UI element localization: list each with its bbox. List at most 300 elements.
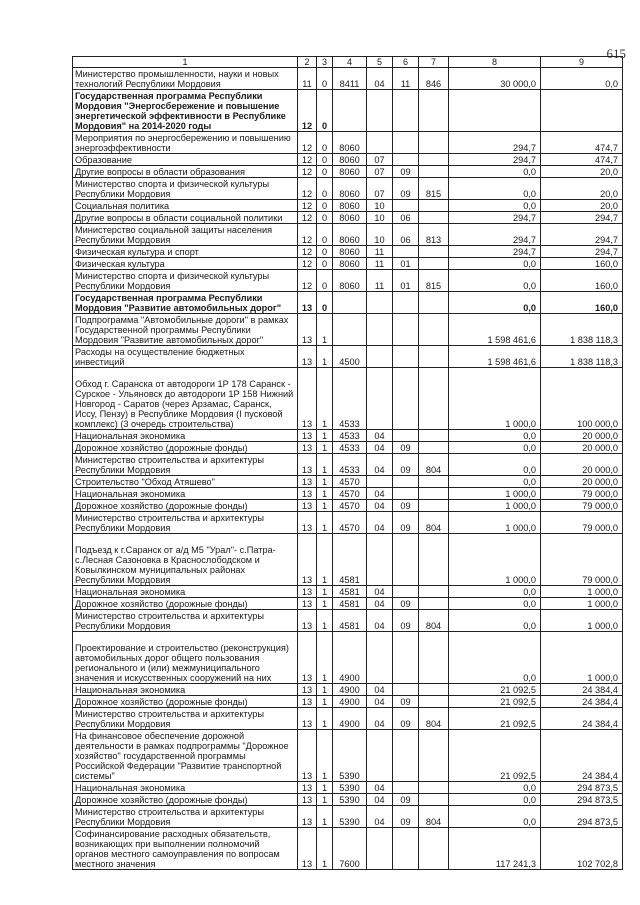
code-cell <box>367 132 393 154</box>
code-cell: 04 <box>367 610 393 632</box>
code-cell: 0 <box>317 246 333 258</box>
code-cell: 8060 <box>333 212 367 224</box>
code-cell: 07 <box>367 154 393 166</box>
amount-cell: 100 000,0 <box>541 368 623 430</box>
code-cell <box>367 368 393 430</box>
table-row <box>73 684 623 696</box>
amount-cell: 20,0 <box>541 178 623 200</box>
code-cell <box>393 90 419 132</box>
amount-cell: 1 000,0 <box>449 488 541 500</box>
code-cell: 13 <box>298 794 317 806</box>
item-name-cell: Министерство строительства и архитектуры Республики Мордовия <box>73 610 298 632</box>
amount-cell: 1 000,0 <box>541 598 623 610</box>
item-name-cell: Министерство строительства и архитектуры Республики Мордовия <box>73 806 298 828</box>
code-cell: 04 <box>367 696 393 708</box>
page-number: 615 <box>606 46 626 61</box>
table-row <box>73 598 623 610</box>
table-row <box>73 132 623 154</box>
amount-cell: 0,0 <box>449 454 541 476</box>
table-row <box>73 368 623 430</box>
code-cell: 13 <box>298 610 317 632</box>
amount-cell: 294,7 <box>541 224 623 246</box>
code-cell: 04 <box>367 500 393 512</box>
code-cell: 07 <box>367 166 393 178</box>
code-cell: 1 <box>317 632 333 684</box>
header-cell: 6 <box>393 57 419 68</box>
amount-cell: 20,0 <box>541 166 623 178</box>
code-cell <box>393 782 419 794</box>
code-cell: 12 <box>298 132 317 154</box>
code-cell: 13 <box>298 730 317 782</box>
code-cell <box>333 314 367 346</box>
code-cell: 12 <box>298 258 317 270</box>
code-cell: 13 <box>298 632 317 684</box>
code-cell: 1 <box>317 488 333 500</box>
code-cell: 4581 <box>333 586 367 598</box>
code-cell: 12 <box>298 246 317 258</box>
amount-cell: 0,0 <box>449 292 541 314</box>
code-cell: 5390 <box>333 782 367 794</box>
code-cell: 13 <box>298 292 317 314</box>
item-name-cell: Министерство промышленности, науки и новых технологий Республики Мордовия <box>73 68 298 90</box>
code-cell: 4570 <box>333 488 367 500</box>
amount-cell: 79 000,0 <box>541 534 623 586</box>
code-cell: 0 <box>317 258 333 270</box>
code-cell <box>419 598 449 610</box>
header-cell: 5 <box>367 57 393 68</box>
code-cell: 8060 <box>333 200 367 212</box>
code-cell <box>393 632 419 684</box>
code-cell <box>393 314 419 346</box>
code-cell <box>419 292 449 314</box>
amount-cell: 24 384,4 <box>541 696 623 708</box>
code-cell: 09 <box>393 166 419 178</box>
table-row <box>73 200 623 212</box>
header-cell: 3 <box>317 57 333 68</box>
code-cell: 4900 <box>333 684 367 696</box>
code-cell <box>419 500 449 512</box>
item-name-cell: Строительство "Обход Атяшево" <box>73 476 298 488</box>
code-cell: 1 <box>317 476 333 488</box>
code-cell <box>419 442 449 454</box>
code-cell: 1 <box>317 454 333 476</box>
item-name-cell: Подпрограмма "Автомобильные дороги" в рамках Государственной программы Республики Мордовия "Развитие автомобильных дорог" <box>73 314 298 346</box>
amount-cell: 294 873,5 <box>541 782 623 794</box>
code-cell: 1 <box>317 534 333 586</box>
code-cell: 4581 <box>333 598 367 610</box>
code-cell <box>333 292 367 314</box>
code-cell: 1 <box>317 782 333 794</box>
amount-cell: 0,0 <box>449 178 541 200</box>
amount-cell: 1 838 118,3 <box>541 346 623 368</box>
item-name-cell: Министерство строительства и архитектуры Республики Мордовия <box>73 454 298 476</box>
table-row <box>73 708 623 730</box>
code-cell: 13 <box>298 476 317 488</box>
code-cell <box>393 368 419 430</box>
code-cell: 13 <box>298 708 317 730</box>
amount-cell: 24 384,4 <box>541 730 623 782</box>
table-row <box>73 258 623 270</box>
table-row <box>73 730 623 782</box>
code-cell <box>393 430 419 442</box>
code-cell: 0 <box>317 200 333 212</box>
amount-cell: 0,0 <box>449 586 541 598</box>
code-cell <box>393 476 419 488</box>
code-cell: 10 <box>367 200 393 212</box>
amount-cell <box>449 90 541 132</box>
code-cell: 4500 <box>333 346 367 368</box>
code-cell: 0 <box>317 212 333 224</box>
code-cell <box>393 684 419 696</box>
code-cell: 01 <box>393 270 419 292</box>
item-name-cell: Обход г. Саранска от автодороги 1Р 178 Саранск - Сурское - Ульяновск до автодороги 1Р 158 Нижний Новгород - Саратов (через Арзамас, Саранск, Иссу, Пензу) в Республике Мордовия (I пусковой комплекс) (3 очередь строительства) <box>73 368 298 430</box>
code-cell: 11 <box>367 270 393 292</box>
code-cell: 0 <box>317 292 333 314</box>
item-name-cell: Министерство социальной защиты населения Республики Мордовия <box>73 224 298 246</box>
code-cell: 8060 <box>333 166 367 178</box>
item-name-cell: Национальная экономика <box>73 586 298 598</box>
code-cell: 04 <box>367 794 393 806</box>
amount-cell: 30 000,0 <box>449 68 541 90</box>
table-row <box>73 476 623 488</box>
header-cell: 7 <box>419 57 449 68</box>
code-cell <box>393 586 419 598</box>
code-cell: 804 <box>419 708 449 730</box>
code-cell <box>393 488 419 500</box>
amount-cell: 21 092,5 <box>449 730 541 782</box>
code-cell <box>419 346 449 368</box>
code-cell: 11 <box>367 258 393 270</box>
code-cell: 4533 <box>333 430 367 442</box>
code-cell: 12 <box>298 166 317 178</box>
code-cell <box>419 246 449 258</box>
code-cell <box>419 368 449 430</box>
table-row <box>73 430 623 442</box>
code-cell: 4581 <box>333 610 367 632</box>
item-name-cell: Образование <box>73 154 298 166</box>
code-cell: 1 <box>317 586 333 598</box>
code-cell: 04 <box>367 598 393 610</box>
code-cell: 4533 <box>333 368 367 430</box>
code-cell <box>367 534 393 586</box>
code-cell: 06 <box>393 212 419 224</box>
code-cell: 13 <box>298 806 317 828</box>
code-cell: 13 <box>298 488 317 500</box>
code-cell: 8060 <box>333 258 367 270</box>
code-cell <box>419 488 449 500</box>
code-cell: 12 <box>298 224 317 246</box>
code-cell <box>419 166 449 178</box>
amount-cell: 20 000,0 <box>541 454 623 476</box>
code-cell: 04 <box>367 684 393 696</box>
amount-cell: 0,0 <box>449 258 541 270</box>
code-cell: 8060 <box>333 270 367 292</box>
code-cell <box>419 828 449 870</box>
code-cell: 4900 <box>333 632 367 684</box>
amount-cell: 1 000,0 <box>449 368 541 430</box>
code-cell: 804 <box>419 610 449 632</box>
code-cell: 815 <box>419 178 449 200</box>
code-cell: 04 <box>367 708 393 730</box>
code-cell: 813 <box>419 224 449 246</box>
code-cell: 4900 <box>333 708 367 730</box>
amount-cell: 1 000,0 <box>449 512 541 534</box>
item-name-cell: Проектирование и строительство (реконструкция) автомобильных дорог общего пользования регионального и (или) межмуниципального значения и искусственных сооружений на них <box>73 632 298 684</box>
code-cell: 0 <box>317 68 333 90</box>
code-cell: 1 <box>317 684 333 696</box>
table-row <box>73 224 623 246</box>
amount-cell: 0,0 <box>449 442 541 454</box>
table-row <box>73 454 623 476</box>
amount-cell: 1 000,0 <box>449 534 541 586</box>
code-cell: 13 <box>298 586 317 598</box>
code-cell <box>367 828 393 870</box>
item-name-cell: Физическая культура и спорт <box>73 246 298 258</box>
budget-table <box>72 56 623 870</box>
code-cell: 09 <box>393 696 419 708</box>
table-row <box>73 178 623 200</box>
amount-cell: 79 000,0 <box>541 500 623 512</box>
item-name-cell: На финансовое обеспечение дорожной деятельности в рамках подпрограммы "Дорожное хозяйство" государственной программы Российской Федерации "Развитие транспортной системы" <box>73 730 298 782</box>
code-cell: 10 <box>367 224 393 246</box>
table-row <box>73 488 623 500</box>
code-cell: 13 <box>298 346 317 368</box>
table-body <box>73 68 623 870</box>
table-row <box>73 292 623 314</box>
amount-cell: 102 702,8 <box>541 828 623 870</box>
code-cell: 1 <box>317 828 333 870</box>
table-row <box>73 270 623 292</box>
code-cell: 4581 <box>333 534 367 586</box>
header-cell: 9 <box>541 57 623 68</box>
table-row <box>73 346 623 368</box>
item-name-cell: Национальная экономика <box>73 430 298 442</box>
code-cell: 12 <box>298 90 317 132</box>
table-row <box>73 500 623 512</box>
item-name-cell: Другие вопросы в области образования <box>73 166 298 178</box>
item-name-cell: Другие вопросы в области социальной политики <box>73 212 298 224</box>
code-cell: 04 <box>367 512 393 534</box>
code-cell: 12 <box>298 270 317 292</box>
code-cell: 04 <box>367 488 393 500</box>
code-cell <box>393 154 419 166</box>
code-cell: 8060 <box>333 132 367 154</box>
code-cell: 8060 <box>333 154 367 166</box>
amount-cell: 160,0 <box>541 292 623 314</box>
code-cell: 0 <box>317 166 333 178</box>
code-cell: 0 <box>317 90 333 132</box>
amount-cell <box>541 90 623 132</box>
code-cell <box>367 90 393 132</box>
amount-cell: 1 598 461,6 <box>449 314 541 346</box>
code-cell: 13 <box>298 828 317 870</box>
code-cell <box>393 246 419 258</box>
amount-cell: 117 241,3 <box>449 828 541 870</box>
code-cell: 1 <box>317 610 333 632</box>
code-cell: 01 <box>393 258 419 270</box>
amount-cell: 21 092,5 <box>449 684 541 696</box>
item-name-cell: Дорожное хозяйство (дорожные фонды) <box>73 598 298 610</box>
item-name-cell: Социальная политика <box>73 200 298 212</box>
code-cell: 1 <box>317 794 333 806</box>
code-cell: 0 <box>317 270 333 292</box>
item-name-cell: Министерство спорта и физической культуры Республики Мордовия <box>73 178 298 200</box>
code-cell: 1 <box>317 442 333 454</box>
amount-cell: 474,7 <box>541 154 623 166</box>
code-cell <box>419 430 449 442</box>
code-cell <box>419 586 449 598</box>
item-name-cell: Министерство строительства и архитектуры Республики Мордовия <box>73 512 298 534</box>
code-cell: 5390 <box>333 730 367 782</box>
code-cell: 11 <box>298 68 317 90</box>
code-cell <box>419 132 449 154</box>
code-cell: 09 <box>393 454 419 476</box>
code-cell: 04 <box>367 586 393 598</box>
code-cell: 09 <box>393 610 419 632</box>
code-cell: 09 <box>393 500 419 512</box>
code-cell: 07 <box>367 178 393 200</box>
item-name-cell: Национальная экономика <box>73 684 298 696</box>
amount-cell: 20 000,0 <box>541 430 623 442</box>
header-row <box>73 57 623 68</box>
amount-cell: 294 873,5 <box>541 806 623 828</box>
code-cell: 13 <box>298 512 317 534</box>
code-cell: 1 <box>317 696 333 708</box>
table-row <box>73 534 623 586</box>
code-cell <box>367 346 393 368</box>
header-cell: 2 <box>298 57 317 68</box>
table-row <box>73 610 623 632</box>
code-cell: 8411 <box>333 68 367 90</box>
amount-cell: 1 000,0 <box>541 632 623 684</box>
code-cell: 1 <box>317 708 333 730</box>
code-cell: 1 <box>317 512 333 534</box>
code-cell: 1 <box>317 314 333 346</box>
code-cell: 1 <box>317 500 333 512</box>
code-cell <box>419 684 449 696</box>
amount-cell: 20 000,0 <box>541 442 623 454</box>
amount-cell: 0,0 <box>449 794 541 806</box>
amount-cell: 294,7 <box>449 224 541 246</box>
code-cell <box>419 314 449 346</box>
code-cell: 1 <box>317 730 333 782</box>
code-cell: 13 <box>298 430 317 442</box>
code-cell: 13 <box>298 368 317 430</box>
table-row <box>73 828 623 870</box>
code-cell <box>393 200 419 212</box>
amount-cell: 1 000,0 <box>541 586 623 598</box>
item-name-cell: Дорожное хозяйство (дорожные фонды) <box>73 696 298 708</box>
code-cell: 13 <box>298 442 317 454</box>
code-cell: 09 <box>393 512 419 534</box>
code-cell: 06 <box>393 224 419 246</box>
amount-cell: 0,0 <box>449 430 541 442</box>
code-cell <box>367 476 393 488</box>
code-cell: 5390 <box>333 794 367 806</box>
table-row <box>73 586 623 598</box>
code-cell: 12 <box>298 212 317 224</box>
code-cell: 09 <box>393 794 419 806</box>
code-cell: 09 <box>393 442 419 454</box>
code-cell: 4570 <box>333 476 367 488</box>
code-cell <box>419 200 449 212</box>
code-cell: 11 <box>367 246 393 258</box>
code-cell <box>419 154 449 166</box>
item-name-cell: Министерство спорта и физической культуры Республики Мордовия <box>73 270 298 292</box>
code-cell: 1 <box>317 346 333 368</box>
amount-cell: 294,7 <box>449 154 541 166</box>
item-name-cell: Подъезд к г.Саранск от а/д М5 "Урал"- с.Патра- с.Лесная Сазоновка в Краснослободском и Ковылкинском муниципальных районах Республики Мордовия <box>73 534 298 586</box>
code-cell: 13 <box>298 314 317 346</box>
code-cell: 1 <box>317 368 333 430</box>
code-cell <box>419 696 449 708</box>
amount-cell: 1 838 118,3 <box>541 314 623 346</box>
item-name-cell: Софинансирование расходных обязательств, возникающих при выполнении полномочий органов местного самоуправления по вопросам местного значения <box>73 828 298 870</box>
code-cell: 1 <box>317 430 333 442</box>
code-cell <box>419 730 449 782</box>
table-row <box>73 512 623 534</box>
amount-cell: 294,7 <box>449 246 541 258</box>
item-name-cell: Дорожное хозяйство (дорожные фонды) <box>73 500 298 512</box>
amount-cell: 0,0 <box>449 610 541 632</box>
code-cell <box>367 632 393 684</box>
code-cell: 8060 <box>333 224 367 246</box>
item-name-cell: Физическая культура <box>73 258 298 270</box>
table-row <box>73 246 623 258</box>
code-cell <box>419 476 449 488</box>
code-cell <box>367 314 393 346</box>
code-cell: 4533 <box>333 454 367 476</box>
amount-cell: 160,0 <box>541 270 623 292</box>
amount-cell: 20 000,0 <box>541 476 623 488</box>
amount-cell: 79 000,0 <box>541 488 623 500</box>
table-row <box>73 806 623 828</box>
code-cell: 4533 <box>333 442 367 454</box>
code-cell: 04 <box>367 430 393 442</box>
table-row <box>73 166 623 178</box>
code-cell: 09 <box>393 598 419 610</box>
item-name-cell: Расходы на осуществление бюджетных инвестиций <box>73 346 298 368</box>
code-cell: 1 <box>317 598 333 610</box>
item-name-cell: Государственная программа Республики Мордовия "Развитие автомобильных дорог" <box>73 292 298 314</box>
code-cell <box>393 730 419 782</box>
code-cell: 0 <box>317 154 333 166</box>
code-cell: 4900 <box>333 696 367 708</box>
amount-cell: 79 000,0 <box>541 512 623 534</box>
code-cell <box>393 828 419 870</box>
code-cell: 04 <box>367 442 393 454</box>
code-cell: 04 <box>367 782 393 794</box>
code-cell <box>393 132 419 154</box>
code-cell: 13 <box>298 534 317 586</box>
code-cell: 804 <box>419 512 449 534</box>
amount-cell: 0,0 <box>449 632 541 684</box>
amount-cell: 0,0 <box>449 806 541 828</box>
code-cell <box>367 730 393 782</box>
code-cell <box>367 292 393 314</box>
code-cell: 13 <box>298 454 317 476</box>
code-cell <box>419 258 449 270</box>
code-cell: 4570 <box>333 500 367 512</box>
table-row <box>73 314 623 346</box>
item-name-cell: Национальная экономика <box>73 782 298 794</box>
code-cell: 04 <box>367 68 393 90</box>
code-cell: 12 <box>298 178 317 200</box>
amount-cell: 294,7 <box>449 132 541 154</box>
code-cell: 7600 <box>333 828 367 870</box>
amount-cell: 294,7 <box>541 212 623 224</box>
code-cell: 0 <box>317 178 333 200</box>
